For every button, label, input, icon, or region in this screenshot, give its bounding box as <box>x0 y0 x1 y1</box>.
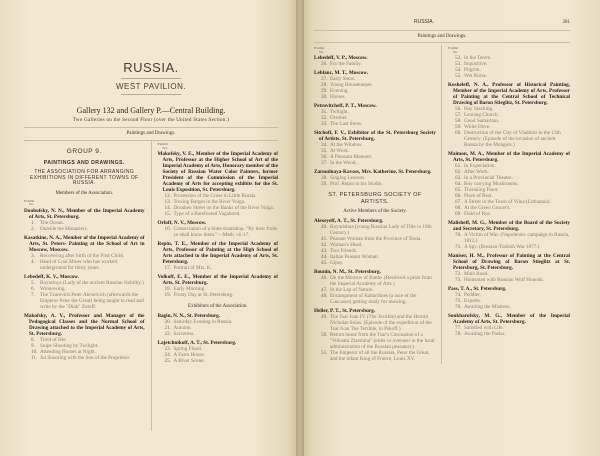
artwork-item <box>448 304 570 310</box>
artist-entry <box>448 220 570 252</box>
artwork-title: After Work. <box>464 169 489 175</box>
artwork-title: The Tzarevich Peter Alexeivich (afterwards the Emperor Peter the Great) being taught to read and write by the "Diak" Zotoff. <box>40 291 144 310</box>
artwork-title: Main Road. <box>464 271 489 277</box>
artist-entry <box>314 218 436 268</box>
artist-name: Leblanc, M. T., Moscow. <box>314 70 368 76</box>
exhibit-number: 23. <box>164 346 171 352</box>
artwork-title: Peasant Woman from the Province of Toula. <box>330 236 422 242</box>
exhibit-number: 66. <box>455 193 462 199</box>
exhibit-number: 7. <box>31 291 35 298</box>
artist-name: Kosheleff, N. A., Professor of Historical Painting, Member of the Imperial Academy of Arts, Professor of Painting at the Central School of Technical Drawing of Baron Stieglitz, St. Petersburg. <box>448 82 570 106</box>
exhibit-number: 62. <box>455 169 462 175</box>
exhibit-number: 29. <box>321 88 328 94</box>
exhibit-number: 12. <box>164 193 171 199</box>
exhibit-number: 65. <box>455 187 462 193</box>
exhibit-column-head: Exhibit No. <box>157 142 168 150</box>
artwork-title: Early Snow. <box>330 76 356 82</box>
artist-name: Maimon, M. A., Member of the Imperial Academy of Arts, St. Petersburg. <box>448 151 570 163</box>
artwork-title: A Spy. (Russian-Turkish War 1877.) <box>464 244 540 250</box>
artwork-title: Head of Coal Miner who has worked underground for thirty years. <box>40 258 117 271</box>
exhibit-number: 27. <box>321 76 328 82</box>
exhibit-number: 24. <box>164 352 171 358</box>
entry-list <box>158 151 279 300</box>
page-subtitle: WEST PAVILION. <box>115 82 187 91</box>
artist-name: Bagin, N. N., St. Petersburg. <box>157 313 221 319</box>
artwork-title: Experts. <box>464 298 482 304</box>
exhibit-number: 56. <box>455 106 462 112</box>
artwork-title: Towing Barges in the River Volga. <box>173 199 246 205</box>
artist-name: Orloff, N. V., Moscow. <box>157 220 207 226</box>
artwork-title: In a Provincial Theatre. <box>464 175 513 181</box>
artwork-title: Autumn. <box>173 325 192 331</box>
exhibit-number: 34. <box>321 142 328 148</box>
artwork-title: Italian Peasant Woman. <box>330 254 379 260</box>
artwork-item <box>158 358 279 364</box>
exhibit-number: 41. <box>321 236 328 242</box>
artwork-title: At the Window. <box>330 142 363 148</box>
artist-entry <box>314 308 436 364</box>
artwork-item <box>448 73 570 79</box>
artist-name: Petrovitcheff, P. T., Moscow. <box>314 103 377 109</box>
page-title: RUSSIA. <box>123 60 179 75</box>
artist-entry <box>314 169 436 189</box>
exhibit-number: 38. <box>321 175 328 181</box>
exhibit-number: 30. <box>321 94 328 100</box>
exhibit-number: 21. <box>164 325 171 331</box>
title-rule <box>121 78 181 79</box>
artist-entry <box>158 313 279 339</box>
artwork-title: Gipsy. <box>330 260 344 266</box>
artwork-item <box>314 293 436 305</box>
artwork-title: Consecration of a State dramshop. "By their fruits ye shall know them."—Math. vii:17. <box>173 226 278 238</box>
artwork-title: A Pleasant Moment. <box>330 154 373 160</box>
running-head-title: RUSSIA. <box>414 19 435 25</box>
artist-name: Malisheff, M. G., Member of the Board of the Society and Secretary, St. Petersburg. <box>448 220 570 232</box>
gallery-description: Two Galleries on the Second Floor (over the United States Section.) <box>72 118 230 123</box>
artwork-item <box>448 130 570 148</box>
artwork-title: Peddler. <box>464 292 481 298</box>
exhibitors-label: Exhibitors of the Association. <box>188 304 248 309</box>
artist-name: Kasatkine, N. A., Member of the Imperial Academy of Arts, St. Peters- Painting at the School of Art in Moscow, Moscow. <box>24 234 145 253</box>
artist-entry <box>24 208 145 234</box>
artist-name: Volkoff, E. E., Member of the Imperial Academy of Arts, St. Petersburg. <box>157 274 278 286</box>
artist-entry <box>158 151 279 219</box>
artist-entry <box>24 313 145 363</box>
exhibit-number: 71. <box>455 244 462 250</box>
exhibit-number: 69. <box>455 211 462 217</box>
artwork-title: Boy carrying Mushrooms. <box>464 181 519 187</box>
artist-entry <box>314 55 436 69</box>
work-list <box>448 55 570 79</box>
exhibit-number: 11. <box>31 354 38 361</box>
artist-name: Heller, P. T., St. Petersburg. <box>314 308 376 314</box>
artwork-title: Drunken Street on the Banks of the River Volga. <box>173 205 275 211</box>
exhibit-number: 53. <box>455 61 462 67</box>
gallery-heading: Gallery 132 and Gallery P.—Central Building. <box>76 106 226 115</box>
artist-name: Lajetchnikoff, A. T., St. Petersburg. <box>157 340 237 346</box>
artwork-title: A Street in the Town of Vilna (Lithuania). <box>464 199 551 205</box>
artwork-item <box>314 121 436 127</box>
society-members-label: Active Members of the Society. <box>343 209 407 214</box>
artwork-title: October. <box>330 115 348 121</box>
exhibit-number: 64. <box>455 181 462 187</box>
exhibit-number: 42. <box>321 242 328 248</box>
artwork-title: Prof. Repin in his Studio. <box>330 181 383 187</box>
exhibit-number: 25. <box>164 358 171 364</box>
exhibit-number: 9. <box>31 342 35 349</box>
artist-entry <box>448 82 570 150</box>
left-column-2 <box>152 141 279 431</box>
artwork-item <box>158 226 279 238</box>
artist-name: Sitchoff, F. V., Exhibitor of the St. Petersburg Society of Artists, St. Petersburg. <box>314 130 436 142</box>
artwork-title: On the Morrow of Battle. (Received a prize from the Imperial Academy of Arts.) <box>330 275 432 287</box>
entry-list <box>314 55 436 189</box>
artwork-item <box>314 275 436 287</box>
exhibit-number: 8. <box>31 336 35 343</box>
artwork-title: In the Terem. <box>464 55 492 61</box>
section-label: Paintings and Drawings. <box>126 131 176 136</box>
artwork-title: Encampment of Kabardines (a race of the Caucasus) getting ready for mowing. <box>330 293 417 305</box>
association-title: THE ASSOCIATION FOR ARRANGING EXHIBITIONS IN DIFFERENT TOWNS OF RUSSIA. <box>29 169 139 186</box>
exhibit-number: 13. <box>164 199 171 205</box>
subtitle-rule <box>121 94 181 95</box>
exhibit-number: 61. <box>455 163 462 169</box>
artist-name: Alexeyeff, A. T., St. Petersburg. <box>314 218 384 224</box>
artwork-title: The Emperor of all the Russias, Peter the Great, and the infant King of France, Louis XV. <box>330 350 430 362</box>
artwork-title: White Dove. <box>464 124 491 130</box>
artwork-title: Horses. <box>330 94 346 100</box>
artwork-title: Good Samaritan. <box>464 118 500 124</box>
artwork-title: Sorceress. <box>173 331 195 337</box>
artwork-item <box>448 232 570 244</box>
exhibit-number: 5. <box>31 279 35 286</box>
artwork-title: Field of Rye. <box>464 211 492 217</box>
artwork-title: At Work. <box>330 148 350 154</box>
artwork-title: Boyarishna (young Russian Lady of Title in 16th Century.) <box>330 224 432 236</box>
exhibit-number: 36. <box>321 154 328 160</box>
artist-entry <box>448 286 570 312</box>
artist-name: Lebedeff, K. V., Moscow. <box>24 273 79 280</box>
artwork-title: Two Friends. <box>330 248 358 254</box>
entry-list <box>448 82 570 339</box>
artwork-title: Outside the Monastery. <box>40 225 89 232</box>
exhibit-number: 43. <box>321 248 328 254</box>
artwork-item <box>448 211 570 217</box>
artwork-title: Leaving Church. <box>464 112 499 118</box>
exhibit-number: 70. <box>455 232 462 238</box>
artwork-title: Singing Lessons. <box>330 175 366 181</box>
artwork-title: Awaiting the Mistress. <box>464 304 511 310</box>
artwork-title: Early Morning. <box>173 286 206 292</box>
artwork-title: Young Housekeeper. <box>330 82 373 88</box>
page-number: 281 <box>562 20 570 25</box>
artwork-title: Winnowing. <box>40 285 66 292</box>
artist-entry <box>158 340 279 366</box>
exhibit-number: 51. <box>321 350 328 356</box>
artwork-item <box>314 224 436 236</box>
artwork-item <box>158 292 279 298</box>
artwork-title: In the Wood. <box>330 160 357 166</box>
society-title: ST. PETERSBURG SOCIETY OF ARTISTS. <box>328 192 422 205</box>
artwork-title: Evening. <box>330 88 349 94</box>
exhibit-number: 48. <box>321 293 328 299</box>
artwork-item <box>314 181 436 187</box>
artwork-title: In the Lap of Nature. <box>330 287 374 293</box>
artwork-title: Pilgrim. <box>464 67 481 73</box>
exhibit-number: 26. <box>321 61 328 67</box>
artwork-title: Attending Horses at Night. <box>40 348 96 355</box>
artist-name: Repin, T. E., Member of the Imperial Academy of Arts, Professor of Painting at the High School of Arts attached to the Imperial Academy of Arts, St. Petersburg. <box>157 241 278 265</box>
exhibit-number: 60. <box>455 130 462 136</box>
artwork-item <box>24 292 145 310</box>
exhibit-number: 63. <box>455 175 462 181</box>
exhibit-number: 31. <box>321 109 328 115</box>
artwork-item <box>24 226 145 232</box>
artwork-title: Type of a Barefooted Vagabond. <box>173 211 241 217</box>
exhibit-number: 1. <box>31 219 35 226</box>
exhibit-number: 67. <box>455 199 462 205</box>
section-divider <box>24 127 278 128</box>
entry-list <box>24 208 145 363</box>
right-page <box>300 0 600 456</box>
artwork-item <box>448 277 570 283</box>
exhibit-number: 33. <box>321 121 328 127</box>
artist-name: Makofsky, V. E., Member of the Imperial Academy of Arts, Professor at the Higher School of Art of the Imperial Academy of Arts, Honorary member of the Society of Russian Water Color Painters, former President of the Commission of the Imperial Academy of Arts for accepting exhibits for the St. Louis Exposition, St. Petersburg. <box>157 151 278 193</box>
group-subtitle: PAINTINGS AND DRAWINGS. <box>43 160 125 166</box>
exhibit-number: 75. <box>455 298 462 304</box>
group-title: GROUP 9. <box>66 148 102 155</box>
exhibit-number: 32. <box>321 115 328 121</box>
artist-entry <box>314 103 436 129</box>
artwork-title: The Tsar Ivan IV (The Terrible) and the Hermit Nicholas Solas. (Episode of the expedition of the Tsar Ivan The Terrible, to Pskoff.) <box>330 314 432 332</box>
artwork-title: Destruction of the City of Vladimir in the 13th Century. (Episode of the invasion of ancient Russia by the Mongols.) <box>464 130 561 148</box>
exhibit-number: 49. <box>321 314 328 320</box>
exhibit-number: 47. <box>321 287 328 293</box>
artwork-item <box>158 211 279 217</box>
artist-name: Lebedeff, V. P., Moscow. <box>314 55 368 61</box>
artist-entry <box>24 274 145 312</box>
artwork-item <box>314 61 436 67</box>
exhibit-number: 46. <box>321 275 328 281</box>
exhibit-number: 55. <box>455 73 462 79</box>
artwork-title: Hay Stacking. <box>464 106 494 112</box>
exhibit-number: 18. <box>164 286 171 292</box>
exhibit-number: 35. <box>321 148 328 154</box>
artwork-title: Huntsman with Russian Wolf Hounds. <box>464 277 544 283</box>
exhibit-number: 37. <box>321 160 328 166</box>
artist-name: Bounin, N. M., St. Petersburg. <box>314 269 381 275</box>
exhibit-number: 76. <box>455 304 462 310</box>
exhibit-number: 2. <box>31 225 35 232</box>
artwork-item <box>314 94 436 100</box>
artist-entry <box>448 313 570 339</box>
artwork-title: Recovering after birth of the First Child. <box>40 252 124 259</box>
book-gutter <box>296 0 304 456</box>
exhibit-number: 40. <box>321 224 328 230</box>
exhibit-number: 39. <box>321 181 328 187</box>
artwork-title: Satisfied with Life. <box>464 325 504 331</box>
artist-entry <box>158 241 279 273</box>
exhibit-number: 15. <box>164 211 171 217</box>
exhibit-number: 68. <box>455 205 462 211</box>
running-header <box>314 19 570 25</box>
artwork-title: Return home from the Tsar's Coronation of a "Volostni Ztarshina" (elder or overseer in the local administration of the Russian peasantry). <box>330 332 435 350</box>
artwork-title: Snipe Shooting by Twilight. <box>40 342 99 349</box>
artwork-item <box>314 314 436 332</box>
artist-entry <box>158 220 279 240</box>
exhibit-number: 74. <box>455 292 462 298</box>
artist-entry <box>448 151 570 219</box>
exhibit-number: 77. <box>455 325 462 331</box>
right-column-2 <box>442 45 570 364</box>
artwork-item <box>314 260 436 266</box>
left-column-1 <box>24 141 152 431</box>
artist-name: Makofsky, A. V., Professor and Manager of the Pedagogical Classes and the Normal School of Drawing attached to the Imperial Academy of Arts, St. Petersburg. <box>24 312 145 337</box>
artwork-title: Wet Nurse. <box>464 73 488 79</box>
members-label: Members of the Association. <box>55 190 113 196</box>
artwork-item <box>24 355 145 361</box>
left-columns <box>24 141 278 431</box>
artwork-title: Saturday Evening in Russia. <box>173 319 233 325</box>
artwork-title: A Farm House. <box>173 352 206 358</box>
exhibit-number: 58. <box>455 118 462 124</box>
exhibit-number: 16. <box>164 226 171 232</box>
artwork-item <box>314 160 436 166</box>
artwork-title: Procession of the Cross in Little Russia. <box>173 193 257 199</box>
artwork-title: Portrait of Mrs. K. <box>173 265 212 271</box>
artist-entry <box>158 274 279 300</box>
exhibit-number: 54. <box>455 67 462 73</box>
exhibit-number: 19. <box>164 292 171 298</box>
artwork-title: A Victim of War. (Napoleonic campaign in Russia, 1812.) <box>464 232 570 244</box>
artwork-title: The Last Snow. <box>330 121 363 127</box>
artwork-title: Place of Rest. <box>464 193 493 199</box>
exhibit-number: 4. <box>31 258 35 265</box>
exhibit-number: 44. <box>321 254 328 260</box>
artwork-item <box>448 331 570 337</box>
artwork-title: Awaiting the Pasha. <box>464 331 506 337</box>
artwork-title: Jut Shooting with the Son of the Proprietor. <box>40 354 131 361</box>
artist-name: Soukharofsky, M. G., Member of the Imperial Academy of Arts, St. Petersburg. <box>448 313 570 325</box>
section-label: Paintings and Drawings. <box>314 30 570 39</box>
artist-name: Pass, T. A., St. Petersburg. <box>448 286 507 292</box>
artwork-title: Twilight. <box>330 109 349 115</box>
artwork-title: Inquisitive. <box>464 61 488 67</box>
artwork-title: The Ocean. <box>40 219 64 226</box>
artist-entry <box>24 235 145 273</box>
right-columns <box>314 42 570 364</box>
exhibit-number: 6. <box>31 285 35 292</box>
exhibit-number: 22. <box>164 331 171 337</box>
artwork-title: Threshing Floor. <box>464 187 499 193</box>
exhibit-number: 59. <box>455 124 462 130</box>
entry-list <box>158 313 279 366</box>
exhibit-number: 28. <box>321 82 328 88</box>
artwork-item <box>24 259 145 271</box>
artwork-item <box>314 350 436 362</box>
entry-list <box>314 218 436 364</box>
artist-entry <box>314 269 436 307</box>
exhibit-column-head: Exhibit No. <box>24 198 35 206</box>
exhibit-number: 45. <box>321 260 328 266</box>
artist-name: Zaroudnaya-Kavoss, Mrs. Katherine, St. Petersburg. <box>314 169 432 175</box>
exhibit-number: 17. <box>164 265 171 271</box>
artwork-title: Woman's Head. <box>330 242 363 248</box>
exhibit-number: 57. <box>455 112 462 118</box>
artwork-title: Frosty Day at St. Petersburg. <box>173 292 234 298</box>
exhibit-column-head: Exhibit No. <box>314 46 325 54</box>
artwork-item <box>158 331 279 337</box>
exhibit-number: 14. <box>164 205 171 211</box>
artist-entry <box>314 130 436 168</box>
artwork-item <box>314 332 436 350</box>
artist-name: Maniser, H. M., Professor of Painting at the Central School of Drawing of Baron Stieglitz at St. Petersburg, St. Petersburg. <box>448 253 570 271</box>
artwork-item <box>158 265 279 271</box>
artist-entry <box>314 70 436 102</box>
artwork-title: For the Family. <box>330 61 362 67</box>
artwork-title: At the Green Grocer's. <box>464 205 511 211</box>
exhibit-number: 10. <box>31 348 38 355</box>
exhibit-number: 72. <box>455 271 462 277</box>
artwork-title: Boyarinya (Lady of the ancient Russian Nobility.) <box>40 279 144 286</box>
exhibit-number: 52. <box>455 55 462 61</box>
artwork-title: Spring Flood. <box>173 346 203 352</box>
artwork-title: In Expectation. <box>464 163 496 169</box>
artist-entry <box>448 253 570 285</box>
artwork-item <box>448 244 570 250</box>
right-column-1 <box>314 45 442 364</box>
exhibit-number: 50. <box>321 332 328 338</box>
artwork-title: A River Scene. <box>173 358 205 364</box>
artist-name: Doubofsky, N. N., Member of the Imperial Academy of Arts, St. Petersburg. <box>24 207 145 220</box>
exhibit-number: 78. <box>455 331 462 337</box>
exhibit-number: 20. <box>164 319 171 325</box>
exhibit-number: 73. <box>455 277 462 283</box>
exhibit-column-head: Exhibit No. <box>448 46 459 54</box>
exhibit-number: 3. <box>31 252 35 259</box>
artwork-title: Tired of Her. <box>40 336 67 343</box>
